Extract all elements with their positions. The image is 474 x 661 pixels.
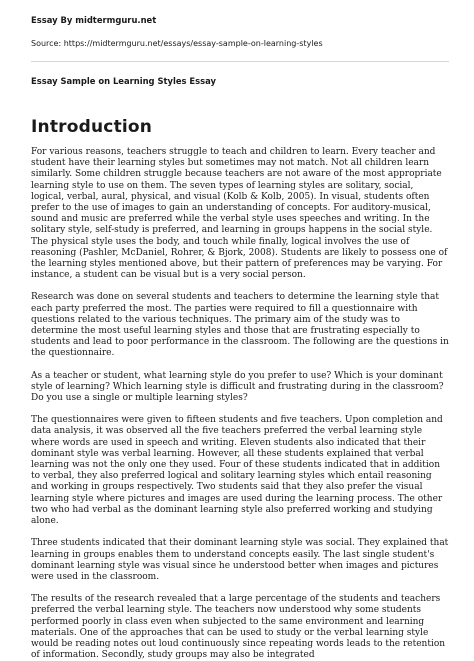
source-url[interactable]: https://midtermguru.net/essays/essay-sample-on-learning-styles [63,39,323,48]
document-header [31,0,449,50]
paragraph: For various reasons, teachers struggle to teach and children to learn. Every teacher and student have their learning styles but sometimes may not match. Not all children learn similarly. Some children struggle because teachers are not aware of the most appropriate learning style to use on them. The seven types of learning styles are solitary, social, logical, verbal, aural, physical, and visual (Kolb & Kolb, 2005). In visual, students often prefer to the use of images to gain an understanding of concepts. For auditory-musical, sound and music are preferred while the verbal style uses speeches and writing. In the solitary style, self-study is preferred, and learning in groups happens in the social style. The physical style uses the body, and touch while finally, logical involves the use of reasoning (Pashler, McDaniel, Rohrer, & Bjork, 2008). Students are likely to possess one of the learning styles mentioned above, but their pattern of preferences may be varying. For instance, a student can be visual but is a very social person. [31,147,448,281]
source-line [31,38,449,50]
section-heading: Introduction [31,117,153,137]
paragraph: The questionnaires were given to fifteen students and five teachers. Upon completion and data analysis, it was observed all the five teachers preferred the verbal learning style where words are used in speech and writing. Eleven students also indicated that their dominant style was verbal learning. However, all these students explained that verbal learning was not the only one they used. Four of these students indicated that in addition to verbal, they also preferred logical and solitary learning styles which entail reasoning and working in groups respectively. Two students said that they also prefer the visual learning style where pictures and images are used during the learning process. The other two who had verbal as the dominant learning style also preferred working and studying alone. [31,415,443,527]
source-label: Source: [31,39,62,48]
brand-line: Essay By midtermguru.net [31,15,157,25]
paragraph: Three students indicated that their dominant learning style was social. They explained that learning in groups enables them to understand concepts easily. The last single student's dominant learning style was visual since he understood better when images and pictures were used in the classroom. [31,538,449,582]
paragraph: Research was done on several students and teachers to determine the learning style that each party preferred the most. The parties were required to fill a questionnaire with questions related to the various techniques. The primary aim of the study was to determine the most useful learning styles and those that are frustrating especially to students and lead to poor performance in the classroom. The following are the questions in the questionnaire. [31,292,449,359]
paragraph: As a teacher or student, what learning style do you prefer to use? Which is your dominant style of learning? Which learning style is difficult and frustrating during in the classroom? Do you use a single or multiple learning styles? [31,370,444,404]
essay-body [31,147,449,661]
essay-title: Essay Sample on Learning Styles Essay [31,76,216,86]
header-divider [31,61,449,62]
paragraph: The results of the research revealed that a large percentage of the students and teachers preferred the verbal learning style. The teachers now understood why some students performed poorly in class even when subjected to the same environment and learning materials. One of the approaches that can be used to study or the verbal learning style would be reading notes out loud continuously since repeating words leads to the retention of information. Secondly, study groups may also be integrated [31,594,446,661]
